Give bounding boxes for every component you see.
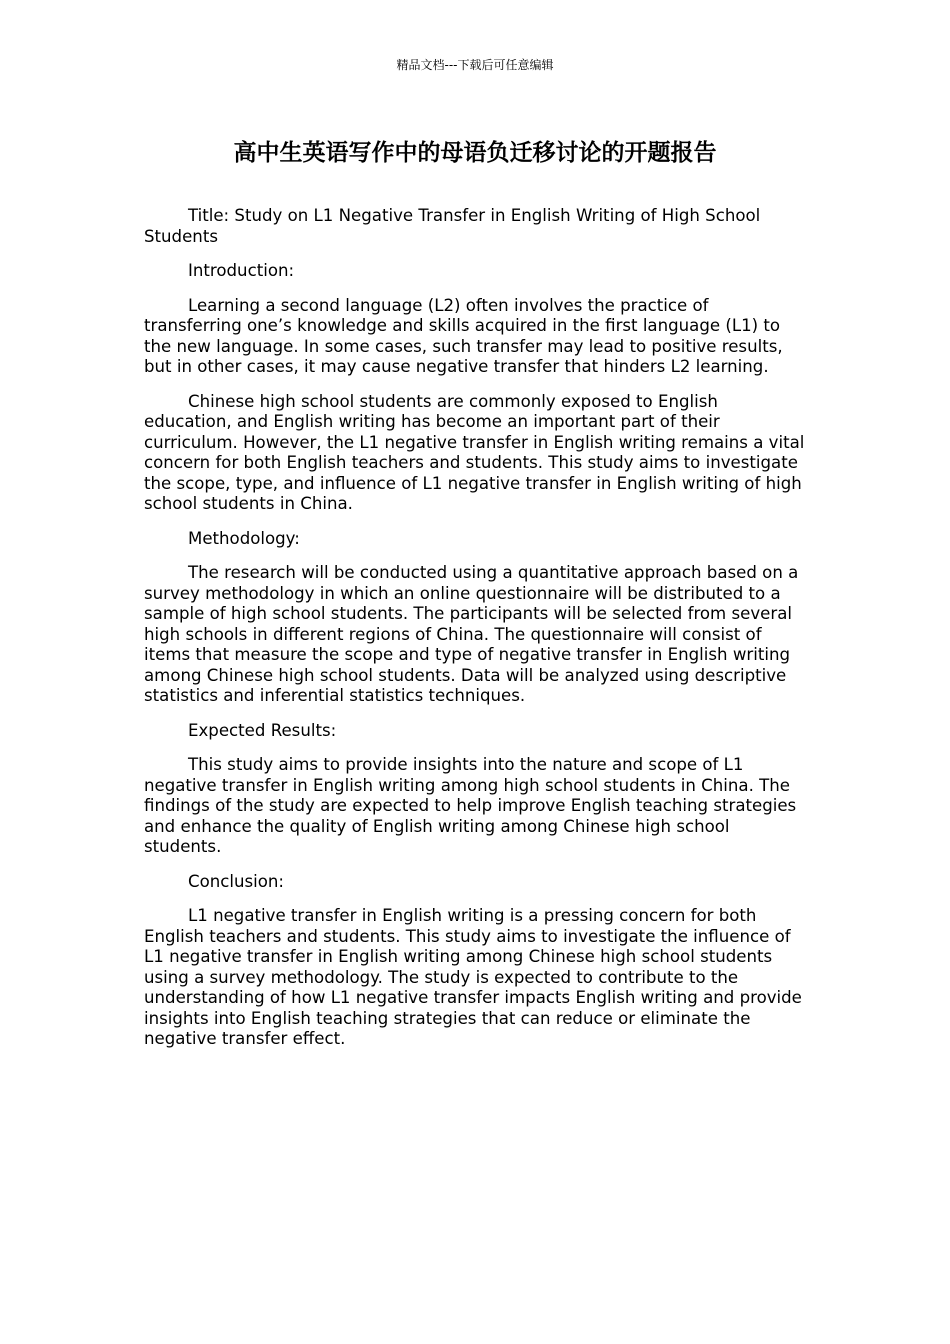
- paragraph-study-title: Title: Study on L1 Negative Transfer in English Writing of High School Students: [144, 206, 761, 246]
- heading-conclusion: Conclusion:: [188, 871, 285, 891]
- heading-expected-results: Expected Results:: [188, 720, 337, 740]
- paragraph-conclusion: L1 negative transfer in English writing is a pressing concern for both English teachers and students. This study aims to investigate the influence of L1 negative transfer in English writing among Chinese high school students using a survey methodology. The study is expected to contribute to the understanding of how L1 negative transfer impacts English writing and provide insights into English teaching strategies that can reduce or eliminate the negative transfer effect.: [144, 906, 802, 1048]
- header-note: 精品文档---下载后可任意编辑: [396, 58, 554, 72]
- paragraph-expected-results: This study aims to provide insights into the nature and scope of L1 negative transfer in English writing among high school students in China. The findings of the study are expected to help improve English teaching strategies and enhance the quality of English writing among Chinese high school students.: [144, 755, 797, 856]
- document-title: 高中生英语写作中的母语负迁移讨论的开题报告: [233, 140, 717, 166]
- paragraph-introduction-2: Chinese high school students are commonly exposed to English education, and English writing has become an important part of their curriculum. However, the L1 negative transfer in English writing remains a vital concern for both English teachers and students. This study aims to investigate the scope, type, and influence of L1 negative transfer in English writing of high school students in China.: [144, 391, 805, 513]
- heading-methodology: Methodology:: [188, 528, 300, 548]
- document-body: [144, 206, 809, 1064]
- paragraph-methodology: The research will be conducted using a quantitative approach based on a survey methodology in which an online questionnaire will be distributed to a sample of high school students. The participants will be selected from several high schools in different regions of China. The questionnaire will consist of items that measure the scope and type of negative transfer in English writing among Chinese high school students. Data will be analyzed using descriptive statistics and inferential statistics techniques.: [144, 563, 799, 705]
- heading-introduction: Introduction:: [188, 261, 295, 280]
- paragraph-introduction-1: Learning a second language (L2) often involves the practice of transferring one’s knowledge and skills acquired in the first language (L1) to the new language. In some cases, such transfer may lead to positive results, but in other cases, it may cause negative transfer that hinders L2 learning.: [144, 295, 783, 376]
